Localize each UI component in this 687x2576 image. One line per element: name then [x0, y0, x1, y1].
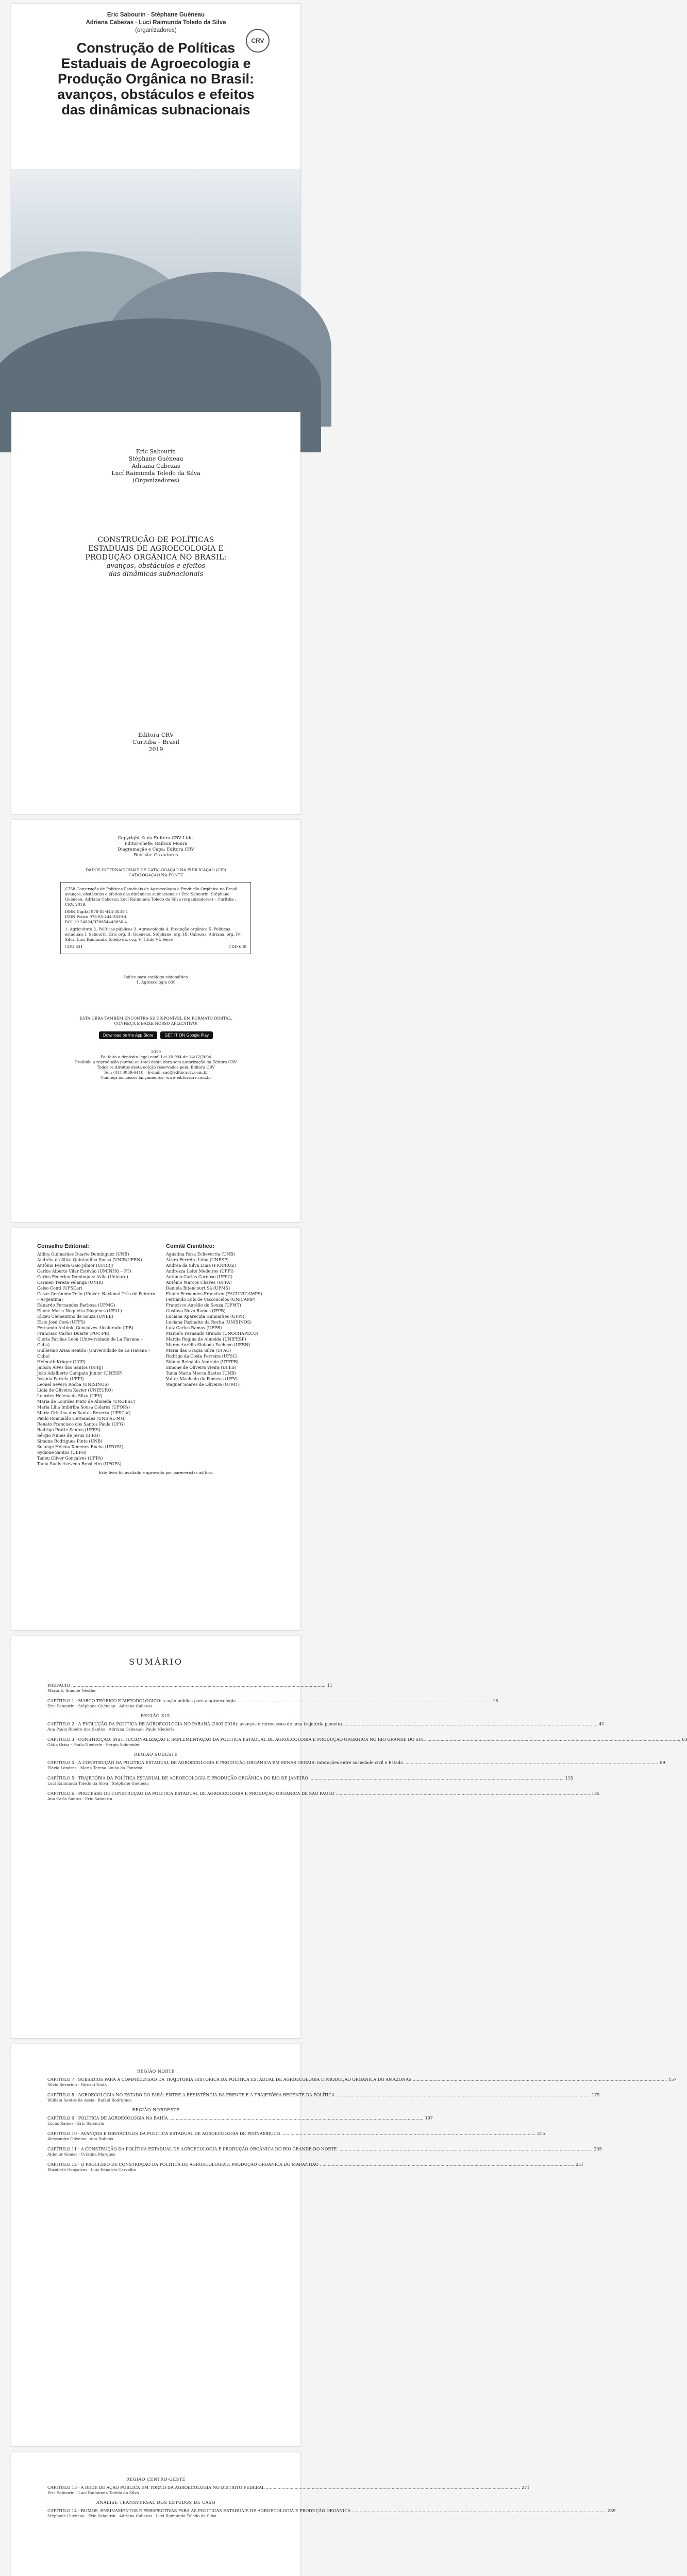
council-member: Andrezza Leite Medeiros (UFPI)	[166, 1269, 234, 1274]
toc-entry[interactable]	[47, 2092, 600, 2103]
council-member: Paulo Romualdo Hernandes (UNIFAL-MG)	[37, 1416, 126, 1421]
toc-entry-page: 251	[576, 2162, 584, 2167]
toc-heading: SUMÁRIO	[129, 1657, 183, 1667]
ficha-subjects: 1. Agricultura 2. Políticas públicas 3. Agroecologia 4. Produção orgânica 5. Políticas estaduais I. Sabourin, Eric org. II. Guéneau, Stéphane. org. III. Cabezas, Adriana. org. IV. Silva, Lucí Raimunda Toledo da. org. V. Título VI. Série	[65, 927, 241, 942]
council-member: Fernando Luís de Vasconcelos (UNICAMP)	[166, 1297, 256, 1302]
toc-entry[interactable]	[47, 2131, 545, 2142]
author-4: Lucí Raimunda Toledo da Silva	[111, 470, 200, 477]
toc-entry-authors: Eric Sabourin · Lucí Raimunda Toledo da Silva	[47, 2490, 139, 2495]
toc-entry[interactable]	[47, 2146, 602, 2157]
store-badges	[11, 1031, 300, 1039]
council-member: Francisco Carlos Duarte (PUC-PR)	[37, 1331, 110, 1336]
cover-page	[11, 4, 300, 406]
council-member: Guillermo Arias Beatón (Universidade de La Havana – Cuba)	[37, 1348, 150, 1359]
council-member: Tania Suely Azevedo Brasileiro (UFOPA)	[37, 1462, 122, 1466]
toc-entry-authors: Eric Sabourin · Stéphane Guéneau · Adriana Cabezas	[47, 1704, 153, 1708]
title-page-title	[11, 536, 300, 579]
council-member: Sydione Santos (UEPG)	[37, 1450, 87, 1455]
crv-logo-text: CRV	[251, 37, 264, 44]
ficha-heading	[11, 868, 300, 878]
council-member: Carlos Federico Dominguez Avila (Unieuro)	[37, 1275, 128, 1279]
toc-entry-authors: Maria E. Simone Nestler	[47, 1688, 96, 1693]
toc-entry-page: 89	[660, 1760, 665, 1765]
publisher-city: Curitiba – Brasil	[132, 739, 179, 745]
cover-title-line-4: avanços, obstáculos e efeitos	[57, 87, 255, 102]
toc-list-2	[47, 2065, 677, 2177]
toc-page-2	[11, 2044, 677, 2446]
cover-title-line-5: das dinâmicas subnacionais	[61, 102, 250, 117]
editorial-council	[37, 1244, 156, 1467]
doi: DOI 10.24824/978854443830.4	[65, 920, 127, 924]
copyright-line: Copyright © da Editora CRV Ltda.	[118, 836, 194, 841]
title-line-2: ESTADUAIS DE AGROECOLOGIA E	[88, 545, 224, 553]
council-member: Daniela Bitencourt Sá (UFMS)	[166, 1286, 230, 1291]
toc-entry-page: 15	[493, 1699, 498, 1703]
copyright-page	[11, 820, 300, 1222]
toc-entry-page: 41	[599, 1722, 605, 1726]
council-member: Luiz Carlos Ramos (UFPB)	[166, 1326, 222, 1330]
toc-entry-page: 157	[668, 2077, 677, 2082]
toc-page-1	[11, 1636, 687, 2038]
cover-title	[11, 40, 300, 117]
cover-title-line-1: Construção de Políticas	[76, 40, 236, 56]
toc-entry-page: 11	[327, 1683, 332, 1688]
isbn-digital: ISBN Digital 978-85-444-3831-1	[65, 909, 128, 914]
toc-entry-authors: Lucí Raimunda Toledo da Silva · Stéphane Guéneau	[47, 1781, 149, 1786]
council-member: Antônio Marcos Chaves (UFPA)	[166, 1280, 232, 1285]
subtitle-line-1: avanços, obstáculos e efeitos	[106, 562, 206, 570]
toc-section-heading: REGIÃO NORTE	[137, 2069, 175, 2074]
isbn-physical: ISBN Físico 978-85-444-3830-4	[65, 914, 127, 919]
toc-entry[interactable]	[47, 1737, 687, 1748]
contact-line: Tel.: (41) 3039-6418 – E-mail: sac@editoracrv.com.br	[104, 1070, 208, 1075]
toc-entry[interactable]	[47, 2115, 433, 2126]
ficha-subtitle: CATALOGAÇÃO NA FONTE	[128, 873, 183, 877]
toc-entry-authors: Aldenor Gomes · Cristina Marques	[47, 2152, 115, 2157]
toc-entry[interactable]	[47, 1721, 605, 1732]
toc-entry-title: CAPÍTULO 9 · POLÍTICA DE AGROECOLOGIA NA BAHIA .....	[47, 2115, 424, 2121]
toc-entry-title: CAPÍTULO 13 · A REDE DE AÇÃO PÚBLICA EM TORNO DA AGROECOLOGIA NO DISTRITO FEDERAL .....	[47, 2485, 520, 2490]
toc-entry-authors: William Santos de Assis · Rafael Rodrigues	[47, 2098, 132, 2103]
toc-entry-authors: Silvio Sevarino · Hiroshi Noda	[47, 2082, 107, 2087]
toc-entry-title: PREFÁCIO .....	[47, 1683, 326, 1688]
toc-entry-title: CAPÍTULO 3 · CONSTRUÇÃO, INSTITUCIONALIZAÇÃO E IMPLEMENTAÇÃO DA POLÍTICA ESTADUAL DE AGROECOLOGIA E PRODUÇÃO ORGÂNICA NO RIO GRANDE DO SUL .....	[47, 1737, 680, 1742]
council-member: Tania Maria Mecca Bastos (UNB)	[166, 1371, 236, 1376]
council-member: Agustina Rosa Echeverría (UNB)	[166, 1252, 235, 1257]
council-member: Cesar Gerónimo Tello (Univer. Nacional Três de Febrero – Argentina)	[37, 1292, 156, 1302]
council-member: Renato Francisco dos Santos Paula (UFG)	[37, 1422, 125, 1427]
cdd-code: CDD 630	[228, 944, 246, 949]
council-member: Sérgio Nunes de Jesus (IFRO)	[37, 1433, 100, 1438]
toc-entry-authors: Flávia Londres · Maria Teresa Lousa da Fonseca	[47, 1766, 143, 1770]
council-member: Andréia da Silva Quintanilha Sousa (UNIR/UFRN)	[37, 1258, 142, 1262]
toc-entry[interactable]	[47, 2162, 584, 2173]
council-member: Solange Helena Ximenes-Rocha (UFOPA)	[37, 1445, 124, 1449]
toc-entry-authors: Ana Paula Ribeiro dos Santos · Adriana Cabezas · Paulo Niederle	[47, 1727, 175, 1732]
toc-entry[interactable]	[47, 1775, 573, 1786]
title-page-authors	[11, 448, 300, 484]
editor-line: Editor-chefe: Railson Moura	[124, 841, 188, 846]
council-member: Lourdes Helena da Silva (UFV)	[37, 1394, 103, 1398]
editorial-council-list	[37, 1251, 156, 1467]
council-page	[11, 1228, 300, 1630]
council-member: Tadeu Oliver Gonçalves (UFPA)	[37, 1456, 103, 1461]
index-line: 1. Agroecologia 630	[136, 980, 176, 985]
cover-title-line-3: Produção Orgânica no Brasil:	[57, 71, 255, 87]
toc-section-heading: REGIÃO SUDESTE	[134, 1752, 178, 1757]
council-member: Elizeu Clementino de Souza (UNEB)	[37, 1314, 113, 1319]
toc-entry-authors: Ana Carla Santos · Eric Sabourin	[47, 1797, 112, 1801]
index-block	[11, 975, 300, 985]
council-member: Eliane Fernandes Francisco (FACUNICAMPS)	[166, 1292, 262, 1296]
toc-entry-page: 289	[608, 2509, 616, 2513]
toc-entry-title: CAPÍTULO 6 · PROCESSO DE CONSTRUÇÃO DA POLÍTICA ESTADUAL DE AGROECOLOGIA E PRODUÇÃO ORGÂNICA DE SÃO PAULO .....	[47, 1791, 590, 1797]
toc-entry-title: CAPÍTULO 2 · A EVOLUÇÃO DA POLÍTICA DE AGROECOLOGIA NO PARANÁ (2003-2016): avanços e retrocessos de uma trajetória pioneira .....	[47, 1721, 597, 1727]
cover-artwork	[11, 169, 300, 406]
toc-entry-title: CAPÍTULO 1 · MARCO TEÓRICO E METODOLÓGICO: a ação pública para a agroecologia .....	[47, 1698, 491, 1704]
google-play-badge[interactable]: GET IT ON Google Play	[160, 1031, 213, 1039]
toc-section-heading: REGIÃO NORDESTE	[132, 2108, 180, 2112]
index-title: Índice para catálogo sistemático	[124, 975, 188, 979]
ficha-title: DADOS INTERNACIONAIS DE CATALOGAÇÃO NA PUBLICAÇÃO (CIP)	[86, 868, 226, 872]
council-member: Élsio José Corá (UFFS)	[37, 1320, 86, 1325]
ficha-body: C758 Construção de Políticas Estaduais de Agroecologia e Produção Orgânica no Brasil: avanços, obstáculos e efeitos das dinâmicas subnacionais / Eric Sabourin, Stéphane Guéneau, Adriana Cabezas, Lucí Raimunda Toledo da Silva (organizadores) – Curitiba : CRV, 2019.	[65, 887, 239, 907]
council-member: Aldira Guimarães Duarte Domínguez (UNB)	[37, 1252, 129, 1257]
council-member: Luciana Aparecida Guimarães (UFPR)	[166, 1314, 246, 1319]
council-member: Jailson Alves dos Santos (UFRJ)	[37, 1365, 104, 1370]
website-line: Conheça os nossos lançamentos: www.editoracrv.com.br	[100, 1075, 212, 1080]
council-member: Antônio Carlos Cardoso (UFSC)	[166, 1275, 233, 1279]
author-1: Eric Sabourin	[136, 448, 176, 455]
toc-list-3	[47, 2473, 616, 2523]
publisher-name: Editora CRV	[138, 732, 174, 738]
council-member: Luciana Pazinatto da Rocha (UNISINOS)	[166, 1320, 252, 1325]
scientific-committee-title: Comitê Científico:	[166, 1243, 215, 1249]
toc-entry-title: CAPÍTULO 10 · AVANÇOS E OBSTÁCULOS DA POLÍTICA ESTADUAL DE AGROECOLOGIA DE PERNAMBUCO .....	[47, 2131, 535, 2137]
scientific-committee	[166, 1244, 284, 1387]
toc-entry[interactable]	[47, 2508, 616, 2519]
council-member: Rodrigo Pratte-Santos (UFES)	[37, 1428, 100, 1432]
council-member: Maria de Lourdes Pinto de Almeida (UNOESC)	[37, 1399, 136, 1404]
council-member: Maria Cristina dos Santos Bezerra (UFSCar)	[37, 1411, 131, 1415]
council-member: João Adalberto Campato Junior (UNESP)	[37, 1371, 123, 1376]
review-line: Revisão: Os autores	[133, 853, 178, 858]
cdu-code: CDU 631	[65, 944, 83, 949]
title-line-1: CONSTRUÇÃO DE POLÍTICAS	[97, 536, 214, 544]
toc-entry-title: CAPÍTULO 14 · RUMOS, ENSINAMENTOS E PERSPECTIVAS PARA AS POLÍTICAS ESTADUAIS DE AGROECOLOGIA E PRODUÇÃO ORGÂNICA .....	[47, 2508, 606, 2514]
toc-entry-page: 235	[594, 2147, 602, 2151]
legal-deposit: Foi feito o depósito legal conf. Lei 10.994 de 14/12/2004	[100, 1055, 211, 1059]
toc-section-heading: REGIÃO SUL	[141, 1714, 171, 1718]
title-page	[11, 412, 300, 814]
toc-entry[interactable]	[47, 1760, 665, 1771]
author-3: Adriana Cabezas	[131, 463, 180, 469]
council-member: Wagner Soares de Oliveira (UFMT)	[166, 1382, 240, 1387]
toc-entry-title: CAPÍTULO 8 · AGROECOLOGIA NO ESTADO DO PARÁ: ENTRE A RESISTÊNCIA DA FRENTE E A TRAJETÓRIA RECENTE DA POLÍTICA .....	[47, 2092, 590, 2098]
council-member: Antônio Pereira Gaio Júnior (UFRRJ)	[37, 1263, 114, 1268]
council-member: Simone Rodrigues Pinto (UNB)	[37, 1439, 103, 1444]
toc-entry-page: 179	[592, 2093, 600, 2097]
council-member: Gustavo Novo Ramos (IFPB)	[166, 1309, 226, 1313]
toc-section-heading: REGIÃO CENTRO-OESTE	[126, 2477, 186, 2482]
cataloging-record	[60, 882, 251, 954]
council-member: Maria das Graças Silva (UFAC)	[166, 1348, 231, 1353]
editorial-council-title: Conselho Editorial:	[37, 1243, 89, 1249]
council-member: Marcia Regina de Almeida (UNIFESP)	[166, 1337, 246, 1342]
title-page-imprint	[11, 732, 300, 753]
toc-entry-authors: Stéphane Guéneau · Eric Sabourin · Adriana Cabezas · Lucí Raimunda Toledo da Silva	[47, 2514, 217, 2518]
cover-authors-line-2: Adriana Cabezas · Lucí Raimunda Toledo da Silva	[86, 20, 226, 26]
toc-entry[interactable]	[47, 1683, 332, 1693]
toc-entry-title: CAPÍTULO 12 · O PROCESSO DE CONSTRUÇÃO DA POLÍTICA DE AGROECOLOGIA E PRODUÇÃO ORGÂNICA DO MARANHÃO .....	[47, 2162, 574, 2167]
publication-year: 2019	[148, 746, 163, 753]
author-2: Stéphane Guéneau	[128, 455, 183, 462]
toc-entry-title: CAPÍTULO 11 · A CONSTRUÇÃO DA POLÍTICA ESTADUAL DE AGROECOLOGIA E PRODUÇÃO ORGÂNICA DO RIO GRANDE DO NORTE .....	[47, 2146, 592, 2152]
council-member: Gloria Fariñas León (Universidade de La Havana – Cuba)	[37, 1337, 143, 1347]
council-member: Carlos Alberto Vilar Estêvão (UMINHO – PT)	[37, 1269, 131, 1274]
cover-organizers: (organizadores)	[135, 27, 177, 33]
toc-page-3	[11, 2452, 616, 2576]
copyright-credits	[11, 836, 300, 858]
title-line-3: PRODUÇÃO ORGÂNICA NO BRASIL:	[85, 553, 227, 562]
toc-entry-page: 197	[425, 2116, 433, 2121]
council-member: Alzira Ferreira Lima (UNESP)	[166, 1258, 229, 1262]
council-member: Leonel Severo Rocha (UNISINOS)	[37, 1382, 109, 1387]
peer-review-note: Este livro foi avaliado e aprovado por pareceristas ad hoc.	[98, 1470, 213, 1475]
toc-entry-page: 63	[682, 1737, 687, 1742]
council-member: Carmen Tereza Velanga (UNIR)	[37, 1280, 104, 1285]
toc-entry-page: 271	[522, 2485, 530, 2490]
toc-entry-page: 115	[565, 1776, 573, 1781]
toc-entry-title: CAPÍTULO 7 · SUBSÍDIOS PARA A COMPREENSÃO DA TRAJETÓRIA HISTÓRICA DA POLÍTICA ESTADUAL DE AGROECOLOGIA E PRODUÇÃO ORGÂNICA DO AMAZONAS .....	[47, 2077, 667, 2082]
council-member: Eduardo Fernandes Barbosa (UFMG)	[37, 1303, 115, 1308]
legal-year: 2019	[150, 1049, 161, 1054]
council-member: Maria Lília Imbiriba Sousa Colares (UFOPA)	[37, 1405, 130, 1410]
toc-entry-authors: Alessandra Oliveira · Ana Dubeux	[47, 2137, 113, 2141]
toc-entry[interactable]	[47, 1791, 600, 1802]
council-member: Valter Machado da Fonseca (UFV)	[166, 1377, 238, 1381]
app-store-badge[interactable]: Download on the App Store	[99, 1031, 157, 1039]
toc-entry-title: CAPÍTULO 5 · TRAJETÓRIA DA POLÍTICA ESTADUAL DE AGROECOLOGIA E PRODUÇÃO ORGÂNICA DO RIO DE JANEIRO .....	[47, 1775, 564, 1781]
subtitle-line-2: das dinâmicas subnacionais	[108, 570, 204, 578]
council-member: Elione Maria Nogueira Diogenes (UFAL)	[37, 1309, 122, 1313]
toc-list-1	[47, 1683, 687, 1806]
council-member: Lídia de Oliveira Xavier (UNIEURO)	[37, 1388, 113, 1393]
council-member: Francisco Aurélio de Souza (UFMT)	[166, 1303, 241, 1308]
toc-entry-page: 135	[591, 1791, 600, 1796]
toc-entry-authors: Lucas Ramos · Eric Sabourin	[47, 2121, 105, 2126]
classification-row	[65, 944, 246, 950]
council-member: Rodrigo da Costa Ferreira (UFSC)	[166, 1354, 238, 1359]
toc-entry[interactable]	[47, 2077, 677, 2088]
council-member: Andrea da Silva Lima (FIOCRUZ)	[166, 1263, 236, 1268]
council-member: Celso Conti (UFSCar)	[37, 1286, 83, 1291]
organizers-label: (Organizadores)	[132, 477, 179, 484]
rights-notice: Todos os direitos desta edição reservados pela: Editora CRV	[96, 1065, 215, 1070]
toc-entry-title: CAPÍTULO 4 · A CONSTRUÇÃO DA POLÍTICA ESTADUAL DE AGROECOLOGIA E PRODUÇÃO ORGÂNICA EM MINAS GERAIS: interações entre sociedade civil e Estado .....	[47, 1760, 659, 1766]
council-member: Sidney Reinaldo Andrade (UTFPR)	[166, 1360, 239, 1364]
ebook-note-2: CONHEÇA E BAIXE NOSSO APLICATIVO!	[114, 1021, 198, 1026]
council-member: Helmuth Krüger (UCP)	[37, 1360, 86, 1364]
cover-authors-line-1: Eric Sabourin · Stéphane Guéneau	[107, 12, 205, 18]
toc-entry-authors: Elizabeth Gonçalves · Luiz Eduardo Carvalho	[47, 2167, 136, 2172]
legal-notes	[11, 1049, 300, 1080]
council-member: Josania Portela (UFPI)	[37, 1377, 84, 1381]
scientific-committee-list	[166, 1251, 284, 1387]
council-member: Fernando Antônio Gonçalves Alcoforado (IPB)	[37, 1326, 133, 1330]
reproduction-notice: Proibida a reprodução parcial ou total desta obra sem autorização da Editora CRV	[75, 1060, 237, 1064]
ebook-note	[11, 1016, 300, 1026]
toc-entry-authors: Cátia Grisa · Paulo Niederle · Sérgio Schneider	[47, 1742, 140, 1747]
council-member: Marco Aurélio Sloboda Pacheco (UFRN)	[166, 1343, 250, 1347]
toc-entry[interactable]	[47, 1698, 498, 1709]
toc-section-heading: ANÁLISE TRANSVERSAL DOS ESTUDOS DE CASO	[96, 2500, 215, 2505]
cover-title-line-2: Estaduais de Agroecologia e	[61, 56, 251, 71]
layout-line: Diagramação e Capa: Editora CRV	[118, 847, 194, 852]
toc-entry-page: 215	[537, 2131, 545, 2136]
council-member: Simone de Oliveira Vieira (UFES)	[166, 1365, 237, 1370]
toc-entry[interactable]	[47, 2485, 530, 2496]
council-member: Marcelo Fernando Grando (UNOCHAPECÓ)	[166, 1331, 259, 1336]
ebook-note-1: ESTA OBRA TAMBÉM ENCONTRA-SE DISPONÍVEL EM FORMATO DIGITAL.	[79, 1016, 232, 1021]
